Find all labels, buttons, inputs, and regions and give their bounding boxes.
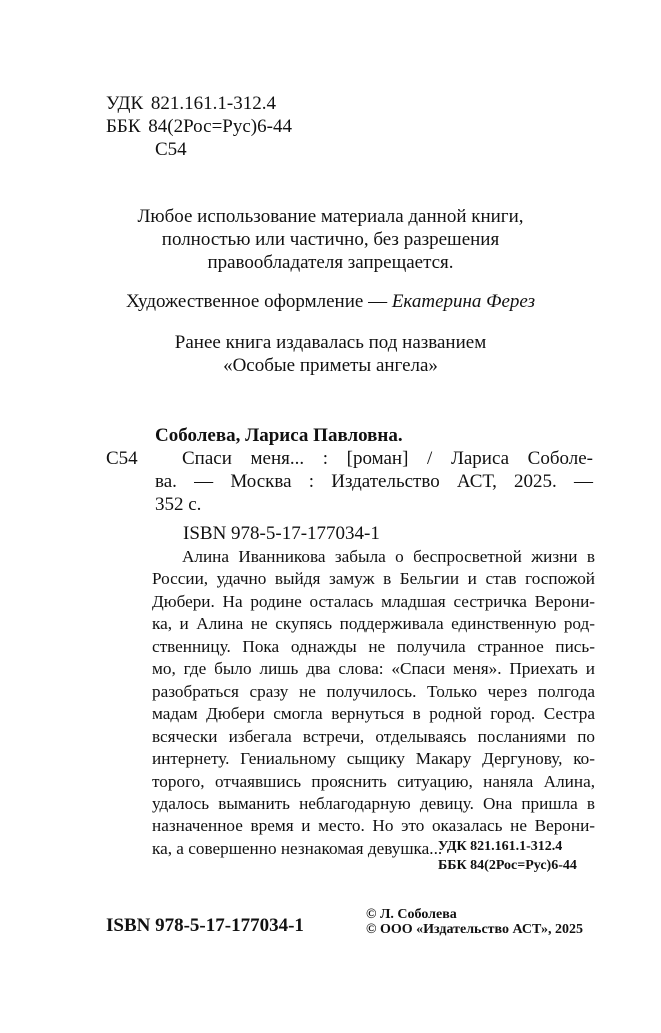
bbk-code xyxy=(106,115,292,138)
bottom-udk: УДК 821.161.1-312.4 xyxy=(438,839,563,854)
annotation-line: разобраться сразу не получилось. Только через полгода xyxy=(152,681,595,701)
udk-label: УДК xyxy=(106,93,144,114)
udk-value: 821.161.1-312.4 xyxy=(150,93,276,114)
bib-line-2: ва. — Москва : Издательство АСТ, 2025. — xyxy=(155,471,593,492)
copyright-publisher: © ООО «Издательство АСТ», 2025 xyxy=(366,922,584,937)
annotation-line: ка, а совершенно незнакомая девушка... xyxy=(152,838,443,858)
annotation-line: ственницу. Пока однажды не получила странное пись- xyxy=(152,636,595,656)
annotation-line: ка, и Алина не скупясь поддерживала единственную род- xyxy=(152,614,595,634)
annotation-line: торого, отчаявшись прояснить ситуацию, наняла Алина, xyxy=(152,771,595,791)
author-mark-top: С54 xyxy=(155,139,187,160)
previous-title-line-1: Ранее книга издавалась под названием xyxy=(174,332,487,353)
design-credit xyxy=(0,290,661,313)
annotation-line: удалось выманить неблагодарную девицу. Она пришла в xyxy=(152,793,595,813)
bottom-bbk: ББК 84(2Рос=Рус)6-44 xyxy=(438,858,577,873)
annotation-line: Алина Иванникова забыла о беспросветной жизни в xyxy=(182,547,595,566)
bib-line-3: 352 с. xyxy=(155,494,202,515)
design-credit-label: Художественное оформление — xyxy=(125,291,388,312)
design-credit-name: Екатерина Ферез xyxy=(391,291,535,312)
copyright-notice-line-3: правообладателя запрещается. xyxy=(207,252,454,273)
previous-title-line-2: «Особые приметы ангела» xyxy=(223,355,438,376)
bib-isbn: ISBN 978-5-17-177034-1 xyxy=(183,523,380,544)
annotation-line: мо, где было лишь два слова: «Спаси меня». Приехать и xyxy=(152,659,595,679)
copyright-author: © Л. Соболева xyxy=(366,907,457,922)
annotation-line: назначенное время и место. Но это оказалась не Верони- xyxy=(152,816,595,836)
udk-code xyxy=(106,92,276,115)
bib-mark: С54 xyxy=(106,448,138,469)
copyright-notice-line-1: Любое использование материала данной книги, xyxy=(137,206,524,227)
annotation-line: интернету. Гениальному сыщику Макару Дергунову, ко- xyxy=(152,749,595,769)
bbk-value: 84(2Рос=Рус)6-44 xyxy=(148,116,292,137)
bottom-isbn: ISBN 978-5-17-177034-1 xyxy=(106,915,304,936)
annotation xyxy=(152,546,595,860)
bib-description xyxy=(155,447,593,516)
annotation-line: всячески избегала встречи, отделываясь посланиями по xyxy=(152,726,595,746)
annotation-line: Дюбери. На родине осталась младшая сестричка Верони- xyxy=(152,591,595,611)
bib-author: Соболева, Лариса Павловна. xyxy=(155,425,403,446)
annotation-line: мадам Дюбери смогла вернуться в родной город. Сестра xyxy=(152,704,595,724)
bbk-label: ББК xyxy=(106,116,141,137)
copyright-notice-line-2: полностью или частично, без разрешения xyxy=(161,229,500,250)
annotation-line: России, удачно выйдя замуж в Бельгии и став госпожой xyxy=(152,569,595,589)
bib-line-1: Спаси меня... : [роман] / Лариса Соболе- xyxy=(182,448,593,469)
